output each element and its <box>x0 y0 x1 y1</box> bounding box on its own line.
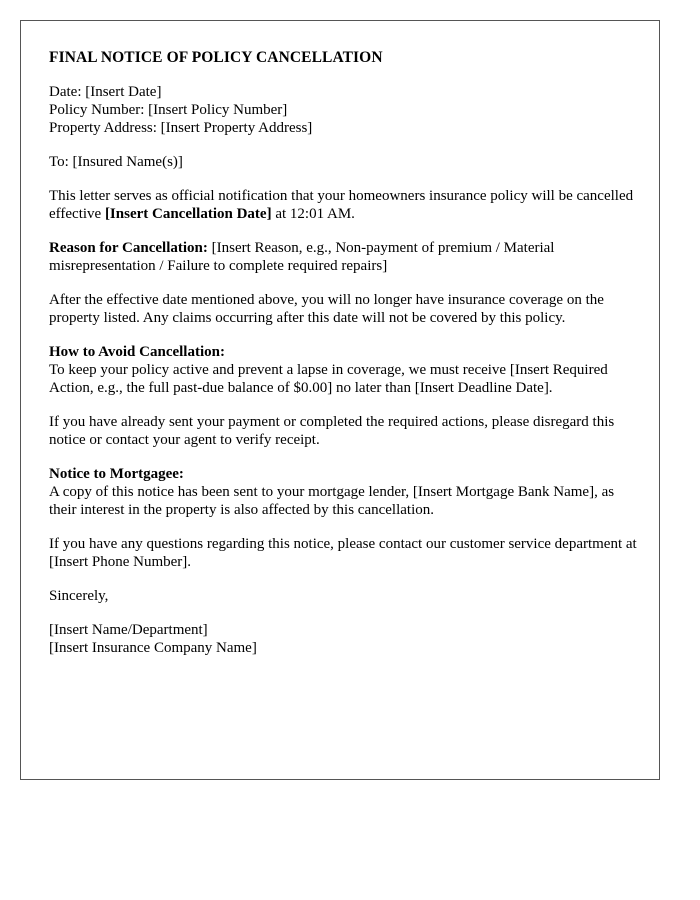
avoid-text: To keep your policy active and prevent a lapse in coverage, we must receive [Insert Required Action, e.g., the full past-due balance of $0.00] no later than [Insert Deadline Date]. <box>49 362 608 396</box>
letter-header-block <box>49 83 639 137</box>
reason-text: [Insert Reason, e.g., Non-payment of premium / Material misrepresentation / Failure to complete required repairs] <box>49 240 555 274</box>
signature-company: [Insert Insurance Company Name] <box>49 640 257 656</box>
cancellation-date: [Insert Cancellation Date] <box>104 206 272 222</box>
mortgagee-heading: Notice to Mortgagee: <box>49 466 184 482</box>
property-address-line: Property Address: [Insert Property Address] <box>49 120 313 136</box>
signature-name: [Insert Name/Department] <box>49 622 208 638</box>
intro-paragraph <box>49 187 639 223</box>
reason-paragraph <box>49 239 639 275</box>
reason-label: Reason for Cancellation: <box>49 240 208 256</box>
intro-text: This letter serves as official notification that your homeowners insurance policy will be cancelled effective <box>49 188 634 222</box>
letter-page <box>20 20 660 780</box>
mortgagee-text: A copy of this notice has been sent to your mortgage lender, [Insert Mortgage Bank Name], as their interest in the property is also affected by this cancellation. <box>49 484 615 518</box>
coverage-paragraph: After the effective date mentioned above, you will no longer have insurance coverage on the property listed. Any claims occurring after this date will not be covered by this policy. <box>49 292 604 326</box>
recipient-line: To: [Insured Name(s)] <box>49 154 183 170</box>
disregard-paragraph: If you have already sent your payment or completed the required actions, please disregard this notice or contact your agent to verify receipt. <box>49 414 615 448</box>
questions-paragraph: If you have any questions regarding this notice, please contact our customer service department at [Insert Phone Number]. <box>49 536 637 570</box>
avoid-section <box>49 343 639 397</box>
mortgagee-section <box>49 465 639 519</box>
letter-title: FINAL NOTICE OF POLICY CANCELLATION <box>49 49 383 66</box>
closing-line: Sincerely, <box>49 588 109 604</box>
policy-number-line: Policy Number: [Insert Policy Number] <box>49 102 288 118</box>
signature-block <box>49 621 639 657</box>
avoid-heading: How to Avoid Cancellation: <box>49 344 225 360</box>
intro-time: at 12:01 AM. <box>271 206 355 222</box>
letter-content <box>49 49 639 673</box>
date-line: Date: [Insert Date] <box>49 84 162 100</box>
